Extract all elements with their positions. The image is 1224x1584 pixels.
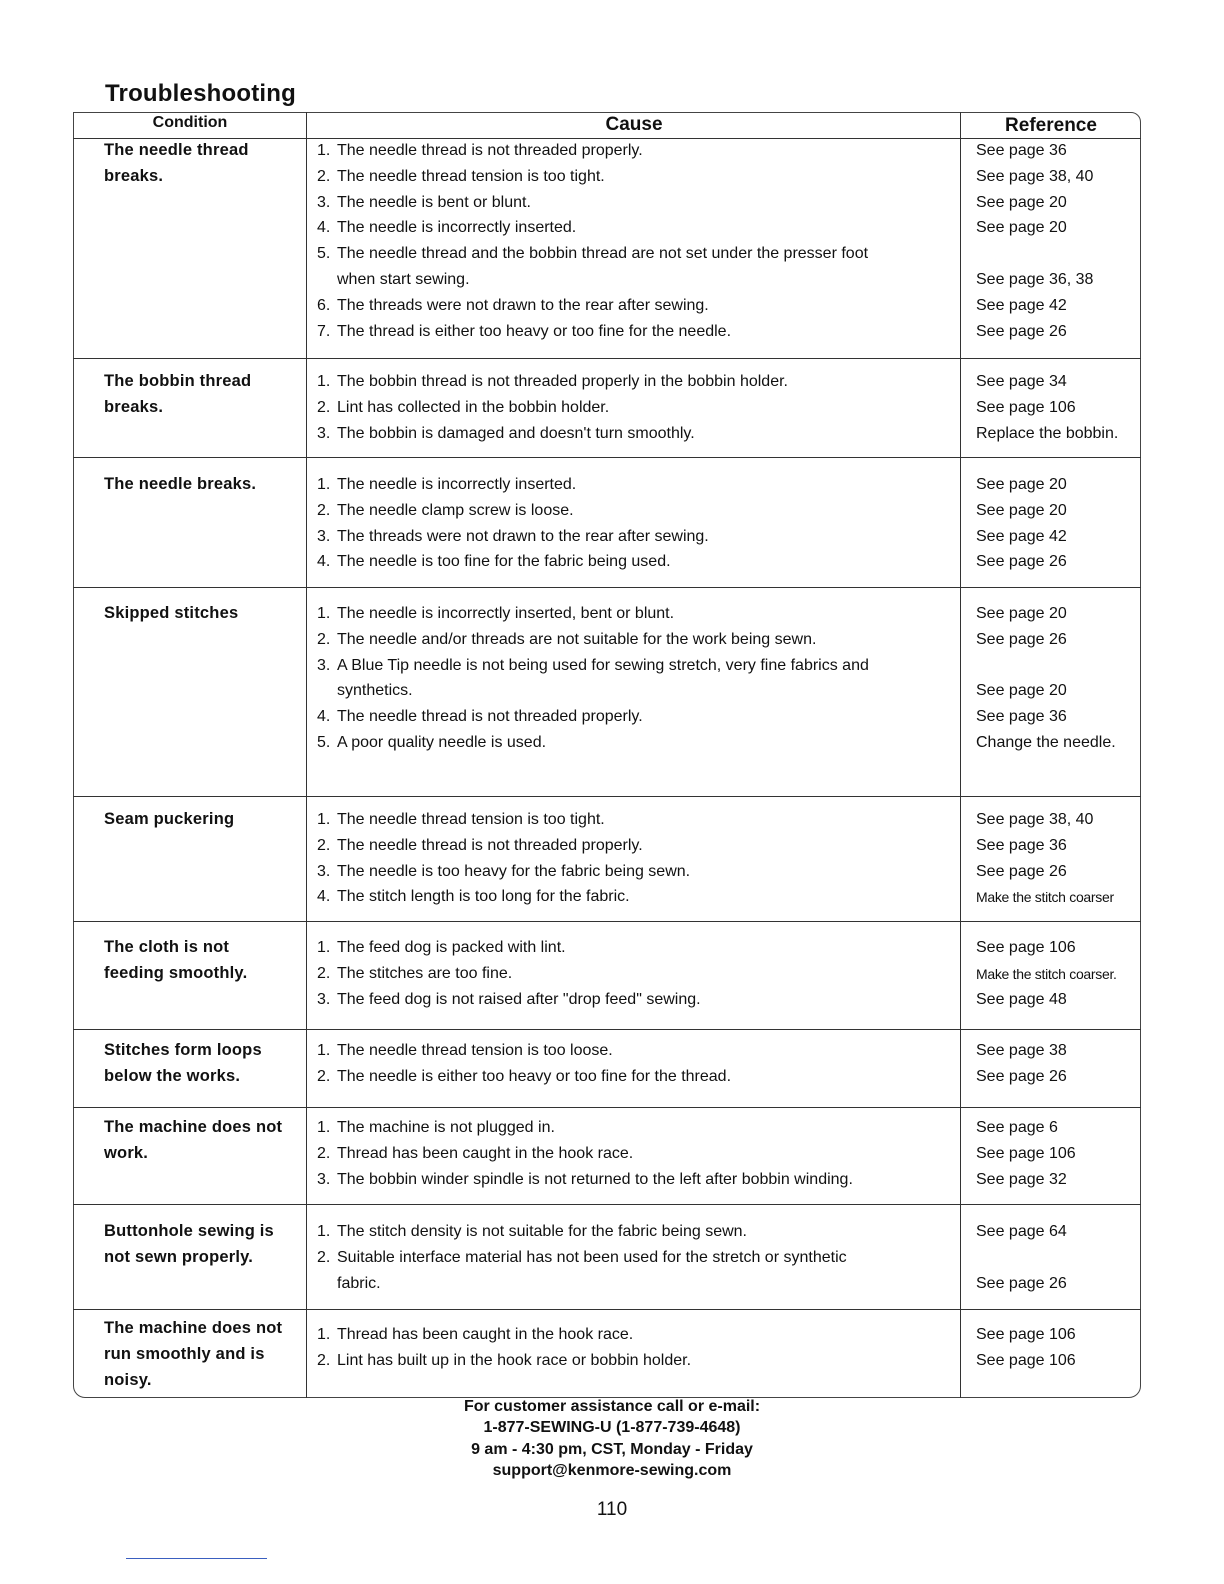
cause-number: 1.: [317, 373, 331, 390]
cause-text: The needle clamp screw is loose.: [337, 501, 574, 519]
cause-line: [317, 887, 630, 907]
row-divider: [73, 358, 1141, 359]
cause-line: [317, 604, 674, 624]
cause-text: The needle thread is not threaded properly.: [337, 142, 643, 159]
reference-cell: See page 42: [976, 296, 1067, 314]
cause-line: [317, 938, 566, 958]
reference-cell: See page 36: [976, 836, 1067, 854]
cause-text: The feed dog is not raised after "drop feed" sewing.: [337, 990, 701, 1008]
cause-number: 2.: [317, 1248, 331, 1266]
reference-cell: See page 38, 40: [976, 811, 1094, 828]
cause-line: [317, 1170, 853, 1190]
condition-cell: The bobbin thread breaks.: [104, 372, 252, 416]
cause-number: 1.: [317, 142, 331, 159]
footer-assistance: For customer assistance call or e-mail:: [463, 1398, 761, 1415]
cause-line: [317, 656, 869, 676]
cause-text: The bobbin winder spindle is not returned to the left after bobbin winding.: [337, 1170, 853, 1188]
cause-text: Thread has been caught in the hook race.: [337, 1326, 634, 1343]
cause-text: The needle is incorrectly inserted, bent or blunt.: [337, 605, 675, 622]
reference-cell: See page 20: [976, 682, 1067, 700]
cause-text: The needle thread is not threaded properly.: [337, 836, 643, 854]
cause-text: The needle thread tension is too tight.: [337, 811, 605, 828]
cause-text: Lint has collected in the bobbin holder.: [337, 398, 610, 416]
condition-cell: The needle breaks.: [104, 475, 257, 493]
cause-number: 3.: [317, 990, 331, 1008]
reference-cell: See page 36: [976, 708, 1067, 726]
cause-line: [317, 1118, 555, 1138]
cause-line: [317, 141, 643, 161]
condition-cell: The needle thread breaks.: [104, 141, 249, 185]
reference-cell: See page 36: [976, 142, 1067, 159]
cause-text: synthetics.: [337, 682, 413, 700]
reference-cell: See page 64: [976, 1223, 1067, 1240]
reference-cell: See page 26: [976, 1067, 1067, 1085]
cause-number: 7.: [317, 322, 331, 340]
reference-cell: Replace the bobbin.: [976, 424, 1119, 442]
cause-text: The needle is too fine for the fabric being used.: [337, 553, 671, 571]
row-divider: [73, 1309, 1141, 1310]
reference-cell: See page 106: [976, 939, 1076, 956]
row-divider: [73, 587, 1141, 588]
cause-line: [317, 1351, 691, 1371]
cause-line: [317, 501, 574, 521]
cause-line: [317, 707, 643, 727]
condition-cell: The machine does not work.: [104, 1118, 283, 1162]
cause-line: [317, 630, 816, 650]
cause-line: [317, 424, 695, 444]
cause-text: The thread is either too heavy or too fine for the needle.: [337, 322, 732, 340]
cause-number: 4.: [317, 219, 331, 237]
row-divider: [73, 921, 1141, 922]
header-cause: Cause: [605, 114, 663, 135]
cause-text: The feed dog is packed with lint.: [337, 939, 566, 956]
cause-line: [317, 552, 671, 572]
page-title: Troubleshooting: [105, 80, 296, 107]
cause-line: [317, 527, 709, 547]
cause-line: [317, 372, 788, 392]
reference-cell: See page 26: [976, 630, 1067, 648]
row-divider: [73, 1204, 1141, 1205]
footer-hours: 9 am - 4:30 pm, CST, Monday - Friday: [471, 1441, 753, 1458]
reference-cell: See page 26: [976, 862, 1067, 880]
cause-line: [317, 1248, 847, 1268]
cause-line: [317, 167, 605, 187]
footer-phone: 1-877-SEWING-U (1-877-739-4648): [483, 1419, 741, 1436]
page-number: 110: [596, 1499, 628, 1520]
cause-number: 5.: [317, 734, 331, 751]
cause-number: 4.: [317, 553, 331, 571]
cause-number: 1.: [317, 1223, 331, 1240]
cause-number: 2.: [317, 501, 331, 519]
cause-text: The needle is incorrectly inserted.: [337, 476, 577, 493]
footer-email: support@kenmore-sewing.com: [492, 1462, 732, 1479]
cause-text: The bobbin thread is not threaded properly in the bobbin holder.: [337, 373, 788, 390]
condition-cell: Stitches form loops below the works.: [104, 1041, 262, 1085]
cause-line: [317, 322, 731, 342]
cause-line: [337, 1274, 381, 1294]
cause-text: The needle thread and the bobbin thread are not set under the presser foot: [337, 245, 869, 263]
cause-number: 2.: [317, 398, 331, 416]
cause-line: [317, 810, 605, 830]
reference-cell: Make the stitch coarser.: [976, 965, 1117, 982]
cause-line: [317, 475, 576, 495]
cause-line: [317, 990, 701, 1010]
reference-cell: See page 48: [976, 990, 1067, 1008]
reference-cell: See page 38, 40: [976, 167, 1094, 185]
reference-cell: See page 20: [976, 476, 1067, 493]
header-condition: Condition: [152, 114, 228, 131]
cause-line: [317, 1222, 747, 1242]
cause-line: [337, 270, 470, 290]
cause-line: [317, 296, 709, 316]
reference-cell: See page 26: [976, 322, 1067, 340]
cause-number: 1.: [317, 811, 331, 828]
cause-line: [317, 1325, 633, 1345]
cause-text: The stitch length is too long for the fabric.: [337, 888, 630, 906]
cause-line: [317, 862, 690, 882]
reference-cell: See page 42: [976, 527, 1067, 545]
reference-cell: See page 20: [976, 501, 1067, 519]
cause-text: The stitch density is not suitable for the fabric being sewn.: [337, 1223, 747, 1240]
cause-number: 3.: [317, 424, 331, 442]
cause-number: 6.: [317, 296, 331, 314]
cause-text: The needle is incorrectly inserted.: [337, 219, 577, 237]
cause-text: The machine is not plugged in.: [337, 1119, 555, 1136]
cause-text: The threads were not drawn to the rear after sewing.: [337, 296, 709, 314]
cause-text: The needle thread tension is too loose.: [337, 1042, 613, 1059]
cause-line: [317, 1041, 613, 1061]
cause-line: [317, 244, 868, 264]
reference-cell: See page 6: [976, 1119, 1058, 1136]
cause-text: The bobbin is damaged and doesn't turn smoothly.: [337, 424, 695, 442]
cause-number: 1.: [317, 605, 331, 622]
cause-number: 2.: [317, 1067, 331, 1085]
cause-text: A Blue Tip needle is not being used for sewing stretch, very fine fabrics and: [337, 656, 869, 674]
cause-text: The needle is bent or blunt.: [337, 193, 531, 211]
cause-text: fabric.: [337, 1274, 381, 1292]
condition-cell: The machine does not run smoothly and is noisy.: [104, 1319, 283, 1389]
cause-number: 3.: [317, 1170, 331, 1188]
reference-cell: See page 36, 38: [976, 271, 1094, 288]
cause-number: 5.: [317, 245, 331, 263]
cause-text: The needle and/or threads are not suitable for the work being sewn.: [337, 630, 817, 648]
header-reference: Reference: [1005, 115, 1097, 136]
reference-cell: See page 32: [976, 1170, 1067, 1188]
cause-number: 1.: [317, 1042, 331, 1059]
row-divider: [73, 1107, 1141, 1108]
cause-number: 1.: [317, 476, 331, 493]
reference-cell: See page 38: [976, 1042, 1067, 1059]
cause-number: 2.: [317, 836, 331, 854]
reference-cell: See page 20: [976, 605, 1067, 622]
cause-line: [317, 1067, 731, 1087]
cause-line: [317, 193, 531, 213]
reference-cell: See page 26: [976, 553, 1067, 571]
condition-cell: The cloth is not feeding smoothly.: [104, 938, 248, 982]
row-divider: [73, 796, 1141, 797]
condition-cell: Buttonhole sewing is not sewn properly.: [104, 1222, 274, 1266]
cause-number: 3.: [317, 656, 331, 674]
cause-number: 3.: [317, 527, 331, 545]
cause-text: The needle is too heavy for the fabric being sewn.: [337, 862, 691, 880]
reference-cell: See page 106: [976, 1326, 1076, 1343]
cause-number: 2.: [317, 964, 331, 982]
reference-cell: Make the stitch coarser: [976, 889, 1114, 906]
cause-number: 4.: [317, 888, 331, 906]
cause-line: [317, 836, 643, 856]
cause-text: A poor quality needle is used.: [337, 734, 547, 751]
cause-number: 2.: [317, 1351, 331, 1369]
cause-text: The needle thread tension is too tight.: [337, 167, 605, 185]
reference-cell: See page 20: [976, 219, 1067, 237]
row-divider: [73, 1029, 1141, 1030]
reference-cell: See page 106: [976, 1351, 1076, 1369]
cause-number: 1.: [317, 939, 331, 956]
cause-text: The needle is either too heavy or too fine for the thread.: [337, 1067, 732, 1085]
cause-line: [317, 1144, 633, 1164]
row-divider: [73, 457, 1141, 458]
cause-number: 2.: [317, 630, 331, 648]
cause-text: Thread has been caught in the hook race.: [337, 1144, 634, 1162]
reference-cell: See page 20: [976, 193, 1067, 211]
cause-text: The stitches are too fine.: [337, 964, 513, 982]
condition-cell: Seam puckering: [104, 810, 235, 828]
cause-number: 1.: [317, 1326, 331, 1343]
cause-text: Suitable interface material has not been used for the stretch or synthetic: [337, 1248, 847, 1266]
decorative-rule: [126, 1558, 267, 1559]
cause-line: [317, 218, 576, 238]
reference-cell: See page 26: [976, 1274, 1067, 1292]
cause-number: 3.: [317, 193, 331, 211]
cause-text: The threads were not drawn to the rear after sewing.: [337, 527, 709, 545]
cause-number: 2.: [317, 167, 331, 185]
cause-number: 3.: [317, 862, 331, 880]
cause-number: 4.: [317, 708, 331, 726]
reference-cell: See page 106: [976, 398, 1076, 416]
column-divider: [960, 112, 961, 1398]
cause-text: Lint has built up in the hook race or bobbin holder.: [337, 1351, 692, 1369]
reference-cell: Change the needle.: [976, 734, 1116, 751]
cause-text: The needle thread is not threaded properly.: [337, 708, 643, 726]
cause-line: [317, 733, 546, 753]
column-divider: [306, 112, 307, 1398]
cause-line: [317, 398, 609, 418]
condition-cell: Skipped stitches: [104, 604, 239, 622]
cause-text: when start sewing.: [337, 271, 470, 288]
cause-number: 2.: [317, 1144, 331, 1162]
cause-line: [317, 964, 512, 984]
cause-line: [337, 681, 413, 701]
cause-number: 1.: [317, 1119, 331, 1136]
reference-cell: See page 106: [976, 1144, 1076, 1162]
reference-cell: See page 34: [976, 373, 1067, 390]
